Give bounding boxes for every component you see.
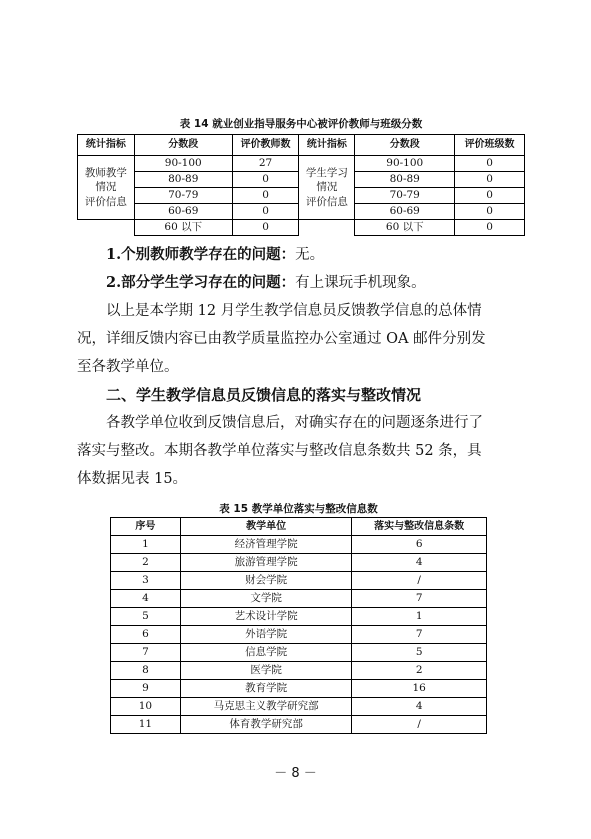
table15-header-cell: 教学单位 bbox=[180, 518, 352, 536]
indicator-line: 教师教学 bbox=[84, 167, 127, 180]
teacher-count-cell: 0 bbox=[232, 172, 299, 188]
paragraph-line: 落实与整改。本期各教学单位落实与整改信息条数共 52 条，具 bbox=[77, 443, 482, 459]
page-number: － 8 － bbox=[274, 766, 317, 781]
class-count-cell: 0 bbox=[455, 220, 525, 236]
score-range-cell: 90-100 bbox=[134, 156, 232, 172]
issue-label: 1.个别教师教学存在的问题： bbox=[106, 246, 296, 263]
teacher-count-cell: 0 bbox=[232, 204, 299, 220]
table-row bbox=[111, 662, 487, 680]
row-number: 3 bbox=[111, 572, 181, 590]
indicator-line: 评价信息 bbox=[84, 195, 127, 208]
table15-header-cell: 序号 bbox=[111, 518, 181, 536]
table14-header-cell: 统计指标 bbox=[78, 135, 135, 156]
section-heading: 二、学生教学信息员反馈信息的落实与整改情况 bbox=[106, 386, 422, 404]
class-count-cell: 0 bbox=[455, 188, 525, 204]
unit-name: 外语学院 bbox=[180, 626, 352, 644]
table-row bbox=[111, 716, 487, 734]
rectify-count: 5 bbox=[352, 644, 487, 662]
score-range-cell: 60-69 bbox=[134, 204, 232, 220]
score-range-cell: 70-79 bbox=[355, 188, 455, 204]
row-number: 6 bbox=[111, 626, 181, 644]
table15-header-cell: 落实与整改信息条数 bbox=[352, 518, 487, 536]
teacher-count-cell: 0 bbox=[232, 220, 299, 236]
unit-name: 马克思主义教学研究部 bbox=[180, 698, 352, 716]
table-row bbox=[111, 572, 487, 590]
unit-name: 艺术设计学院 bbox=[180, 608, 352, 626]
indicator-line: 学生学习 bbox=[305, 167, 348, 180]
score-range-cell: 90-100 bbox=[355, 156, 455, 172]
indicator-line: 情况 bbox=[95, 181, 117, 194]
empty-cell bbox=[78, 220, 135, 236]
table-row bbox=[78, 156, 525, 172]
row-number: 5 bbox=[111, 608, 181, 626]
table14-header-cell: 评价教师数 bbox=[232, 135, 299, 156]
table-row bbox=[78, 220, 525, 236]
table14-caption: 表 14 就业创业指导服务中心被评价教师与班级分数 bbox=[179, 118, 423, 130]
table-row bbox=[111, 536, 487, 554]
unit-name: 文学院 bbox=[180, 590, 352, 608]
row-number: 7 bbox=[111, 644, 181, 662]
row-number: 9 bbox=[111, 680, 181, 698]
unit-name: 经济管理学院 bbox=[180, 536, 352, 554]
rectify-count: 16 bbox=[352, 680, 487, 698]
issue-text: 有上课玩手机现象。 bbox=[295, 275, 426, 291]
row-number: 10 bbox=[111, 698, 181, 716]
score-range-cell: 60 以下 bbox=[134, 220, 232, 236]
score-range-cell: 60 以下 bbox=[355, 220, 455, 236]
paragraph-line: 体数据见表 15。 bbox=[77, 471, 188, 487]
table-row bbox=[111, 590, 487, 608]
teacher-indicator-cell bbox=[78, 156, 135, 220]
unit-name: 信息学院 bbox=[180, 644, 352, 662]
issue-label: 2.部分学生学习存在的问题： bbox=[106, 274, 296, 291]
table15-caption: 表 15 教学单位落实与整改信息数 bbox=[219, 503, 378, 515]
paragraph-line: 各教学单位收到反馈信息后，对确实存在的问题逐条进行了 bbox=[106, 415, 483, 431]
rectify-count: 7 bbox=[352, 626, 487, 644]
rectify-count: / bbox=[352, 572, 487, 590]
paragraph-line: 至各教学单位。 bbox=[77, 359, 179, 375]
rectify-count: 2 bbox=[352, 662, 487, 680]
paragraph-line: 况，详细反馈内容已由教学质量监控办公室通过 OA 邮件分别发 bbox=[77, 331, 486, 347]
score-range-cell: 60-69 bbox=[355, 204, 455, 220]
issue-item-1 bbox=[106, 241, 324, 269]
table-row bbox=[111, 680, 487, 698]
table14-header-cell: 分数段 bbox=[355, 135, 455, 156]
table-row bbox=[111, 608, 487, 626]
class-count-cell: 0 bbox=[455, 172, 525, 188]
unit-name: 财会学院 bbox=[180, 572, 352, 590]
rectify-count: 4 bbox=[352, 698, 487, 716]
class-count-cell: 0 bbox=[455, 204, 525, 220]
score-range-cell: 80-89 bbox=[355, 172, 455, 188]
teacher-count-cell: 27 bbox=[232, 156, 299, 172]
table-row bbox=[111, 626, 487, 644]
unit-name: 旅游管理学院 bbox=[180, 554, 352, 572]
table14-header-cell: 分数段 bbox=[134, 135, 232, 156]
paragraph-line: 以上是本学期 12 月学生教学信息员反馈教学信息的总体情 bbox=[106, 303, 482, 319]
rectify-count: 7 bbox=[352, 590, 487, 608]
issue-text: 无。 bbox=[295, 247, 325, 263]
row-number: 1 bbox=[111, 536, 181, 554]
teacher-count-cell: 0 bbox=[232, 188, 299, 204]
rectify-count: 6 bbox=[352, 536, 487, 554]
table-row bbox=[111, 554, 487, 572]
unit-name: 医学院 bbox=[180, 662, 352, 680]
score-range-cell: 80-89 bbox=[134, 172, 232, 188]
row-number: 4 bbox=[111, 590, 181, 608]
table14 bbox=[77, 134, 525, 236]
rectify-count: 4 bbox=[352, 554, 487, 572]
issue-item-2 bbox=[106, 269, 426, 297]
empty-cell bbox=[299, 220, 355, 236]
student-indicator-cell bbox=[299, 156, 355, 220]
class-count-cell: 0 bbox=[455, 156, 525, 172]
table15-header-row bbox=[111, 518, 487, 536]
row-number: 2 bbox=[111, 554, 181, 572]
row-number: 8 bbox=[111, 662, 181, 680]
table15 bbox=[110, 517, 487, 734]
row-number: 11 bbox=[111, 716, 181, 734]
rectify-count: 1 bbox=[352, 608, 487, 626]
indicator-line: 评价信息 bbox=[305, 195, 348, 208]
score-range-cell: 70-79 bbox=[134, 188, 232, 204]
table-row bbox=[111, 698, 487, 716]
unit-name: 教育学院 bbox=[180, 680, 352, 698]
rectify-count: / bbox=[352, 716, 487, 734]
table14-header-cell: 统计指标 bbox=[299, 135, 355, 156]
table14-header-row bbox=[78, 135, 525, 156]
table14-header-cell: 评价班级数 bbox=[455, 135, 525, 156]
table-row bbox=[111, 644, 487, 662]
unit-name: 体育教学研究部 bbox=[180, 716, 352, 734]
indicator-line: 情况 bbox=[316, 181, 338, 194]
